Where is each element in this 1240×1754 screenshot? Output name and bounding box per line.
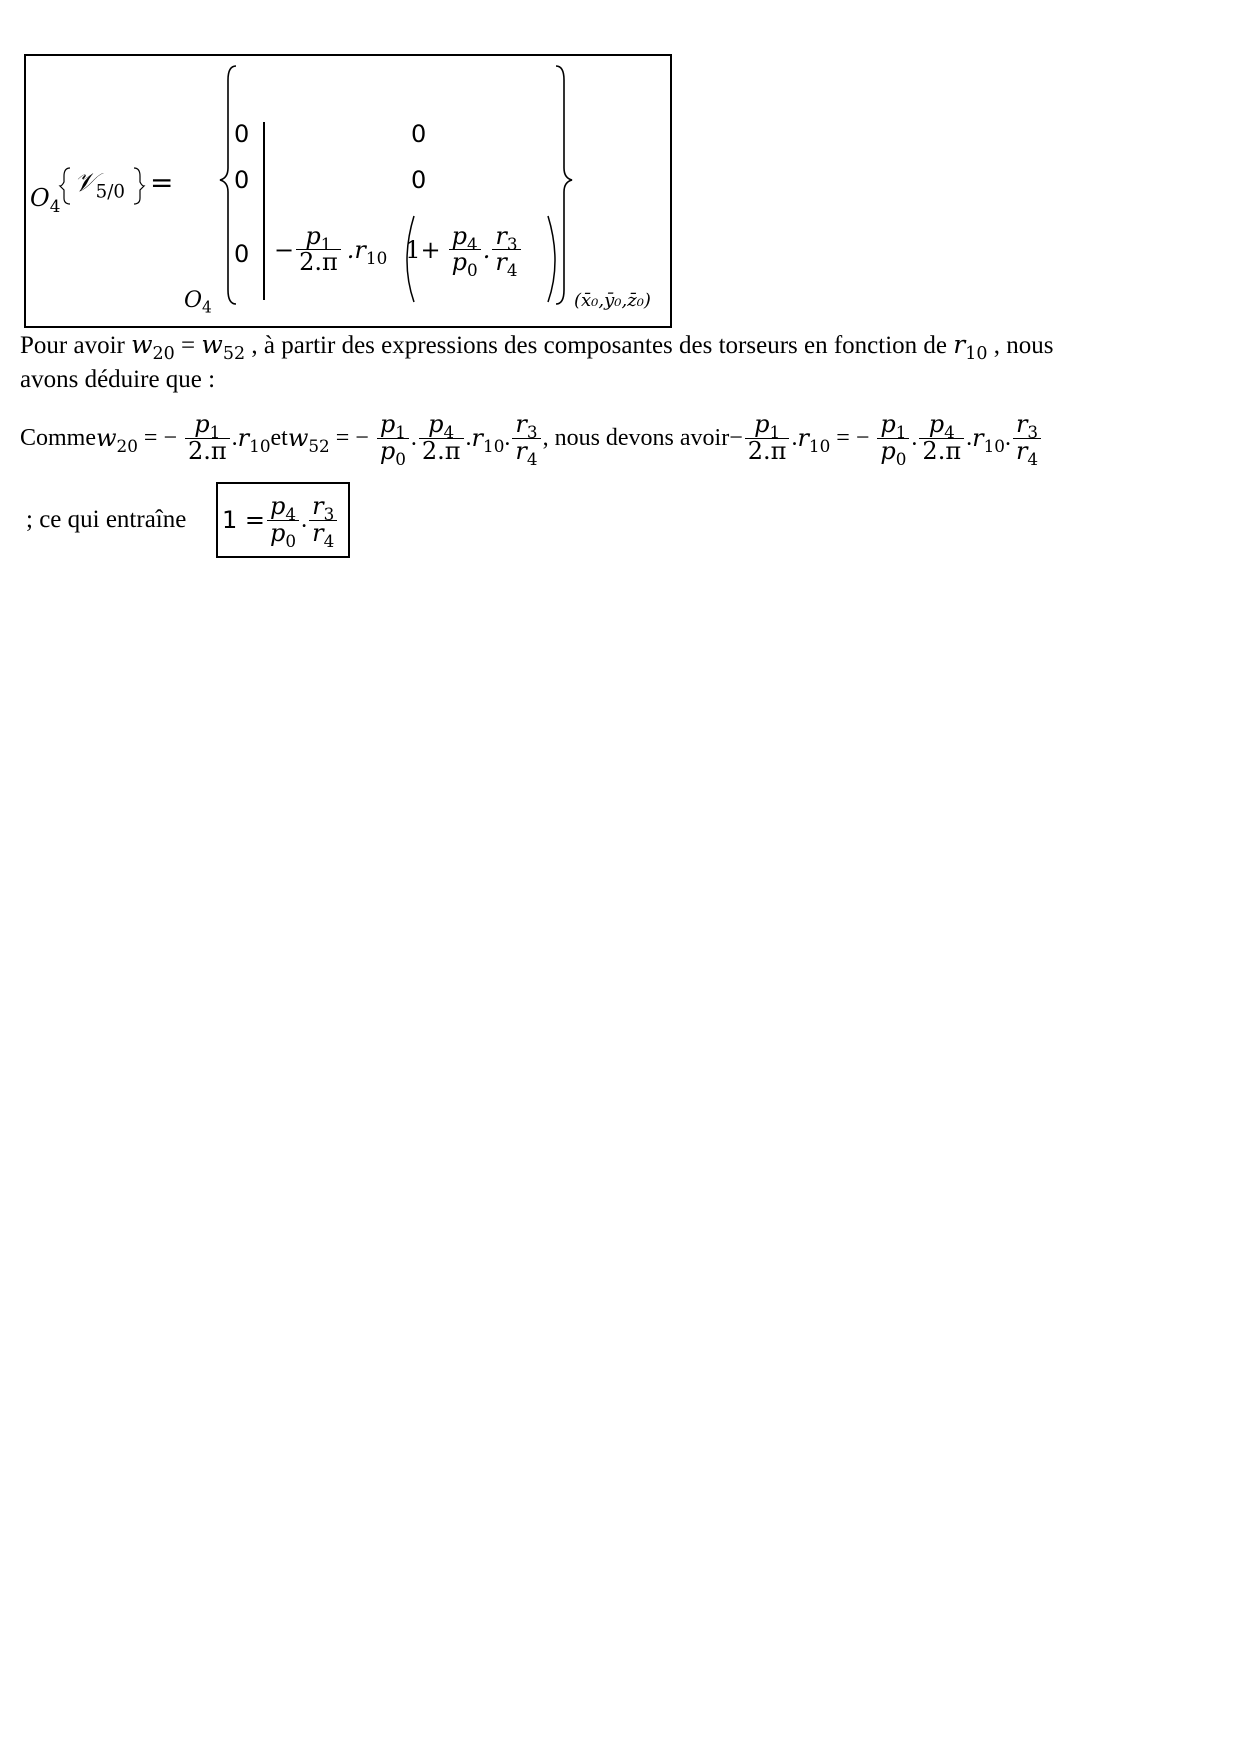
right-col-row2: 0 (411, 166, 427, 194)
lhs-velocity-torseur: 𝒱$_{5/0}$ (74, 168, 125, 203)
lhs-equals: = (150, 166, 174, 199)
left-col-row2: 0 (234, 166, 250, 194)
basis-label: (x̄₀,ȳ₀,z̄₀) (574, 290, 651, 311)
right-col-row3-expression: − $\frac{p_1}{2.\pi}$ . $r_{10}$ 1+ $\frac{p_4}{p_0}$ . $\frac{r_3}{r_4}$ (274, 224, 523, 275)
paragraph-line-1: Pour avoir $w_{20} = w_{52}$ , à partir des expressions des composantes des torseurs en fonction de $r_{10}$ , nous (20, 330, 1054, 365)
paragraph-line-3: Comme $w_{20}$ = − $\frac{p_1}{2.\pi}$ . $r_{10}$ et $w_{52}$ = − $\frac{p_1}{p_0}$ . $\frac{p_4}{2.\pi}$ . $r_{10}$ . $\frac{r_3}{r_4}$ , nous devons avoir − $\frac{p_1}{2.\pi}$ . $r_{10}$ = − $\frac{p_1}{p_0}$ . $\frac{p_4}{2.\pi}$ . $r_{10}$ . $\frac{r_3}{r_4}$ (20, 400, 1043, 476)
result-label: 1 = (222, 506, 266, 534)
paragraph-line-4: ; ce qui entraîne (26, 506, 187, 533)
result-box: 1 = $\frac{p_4}{p_0}$ . $\frac{r_3}{r_4}$ (216, 482, 350, 558)
reduction-point: $O_4$ (184, 288, 212, 317)
lhs-point: $O_4$ (30, 184, 61, 216)
left-col-row3: 0 (234, 240, 250, 268)
right-col-row1: 0 (411, 120, 427, 148)
left-col-row1: 0 (234, 120, 250, 148)
paragraph-line-2: avons déduire que : (20, 366, 216, 393)
